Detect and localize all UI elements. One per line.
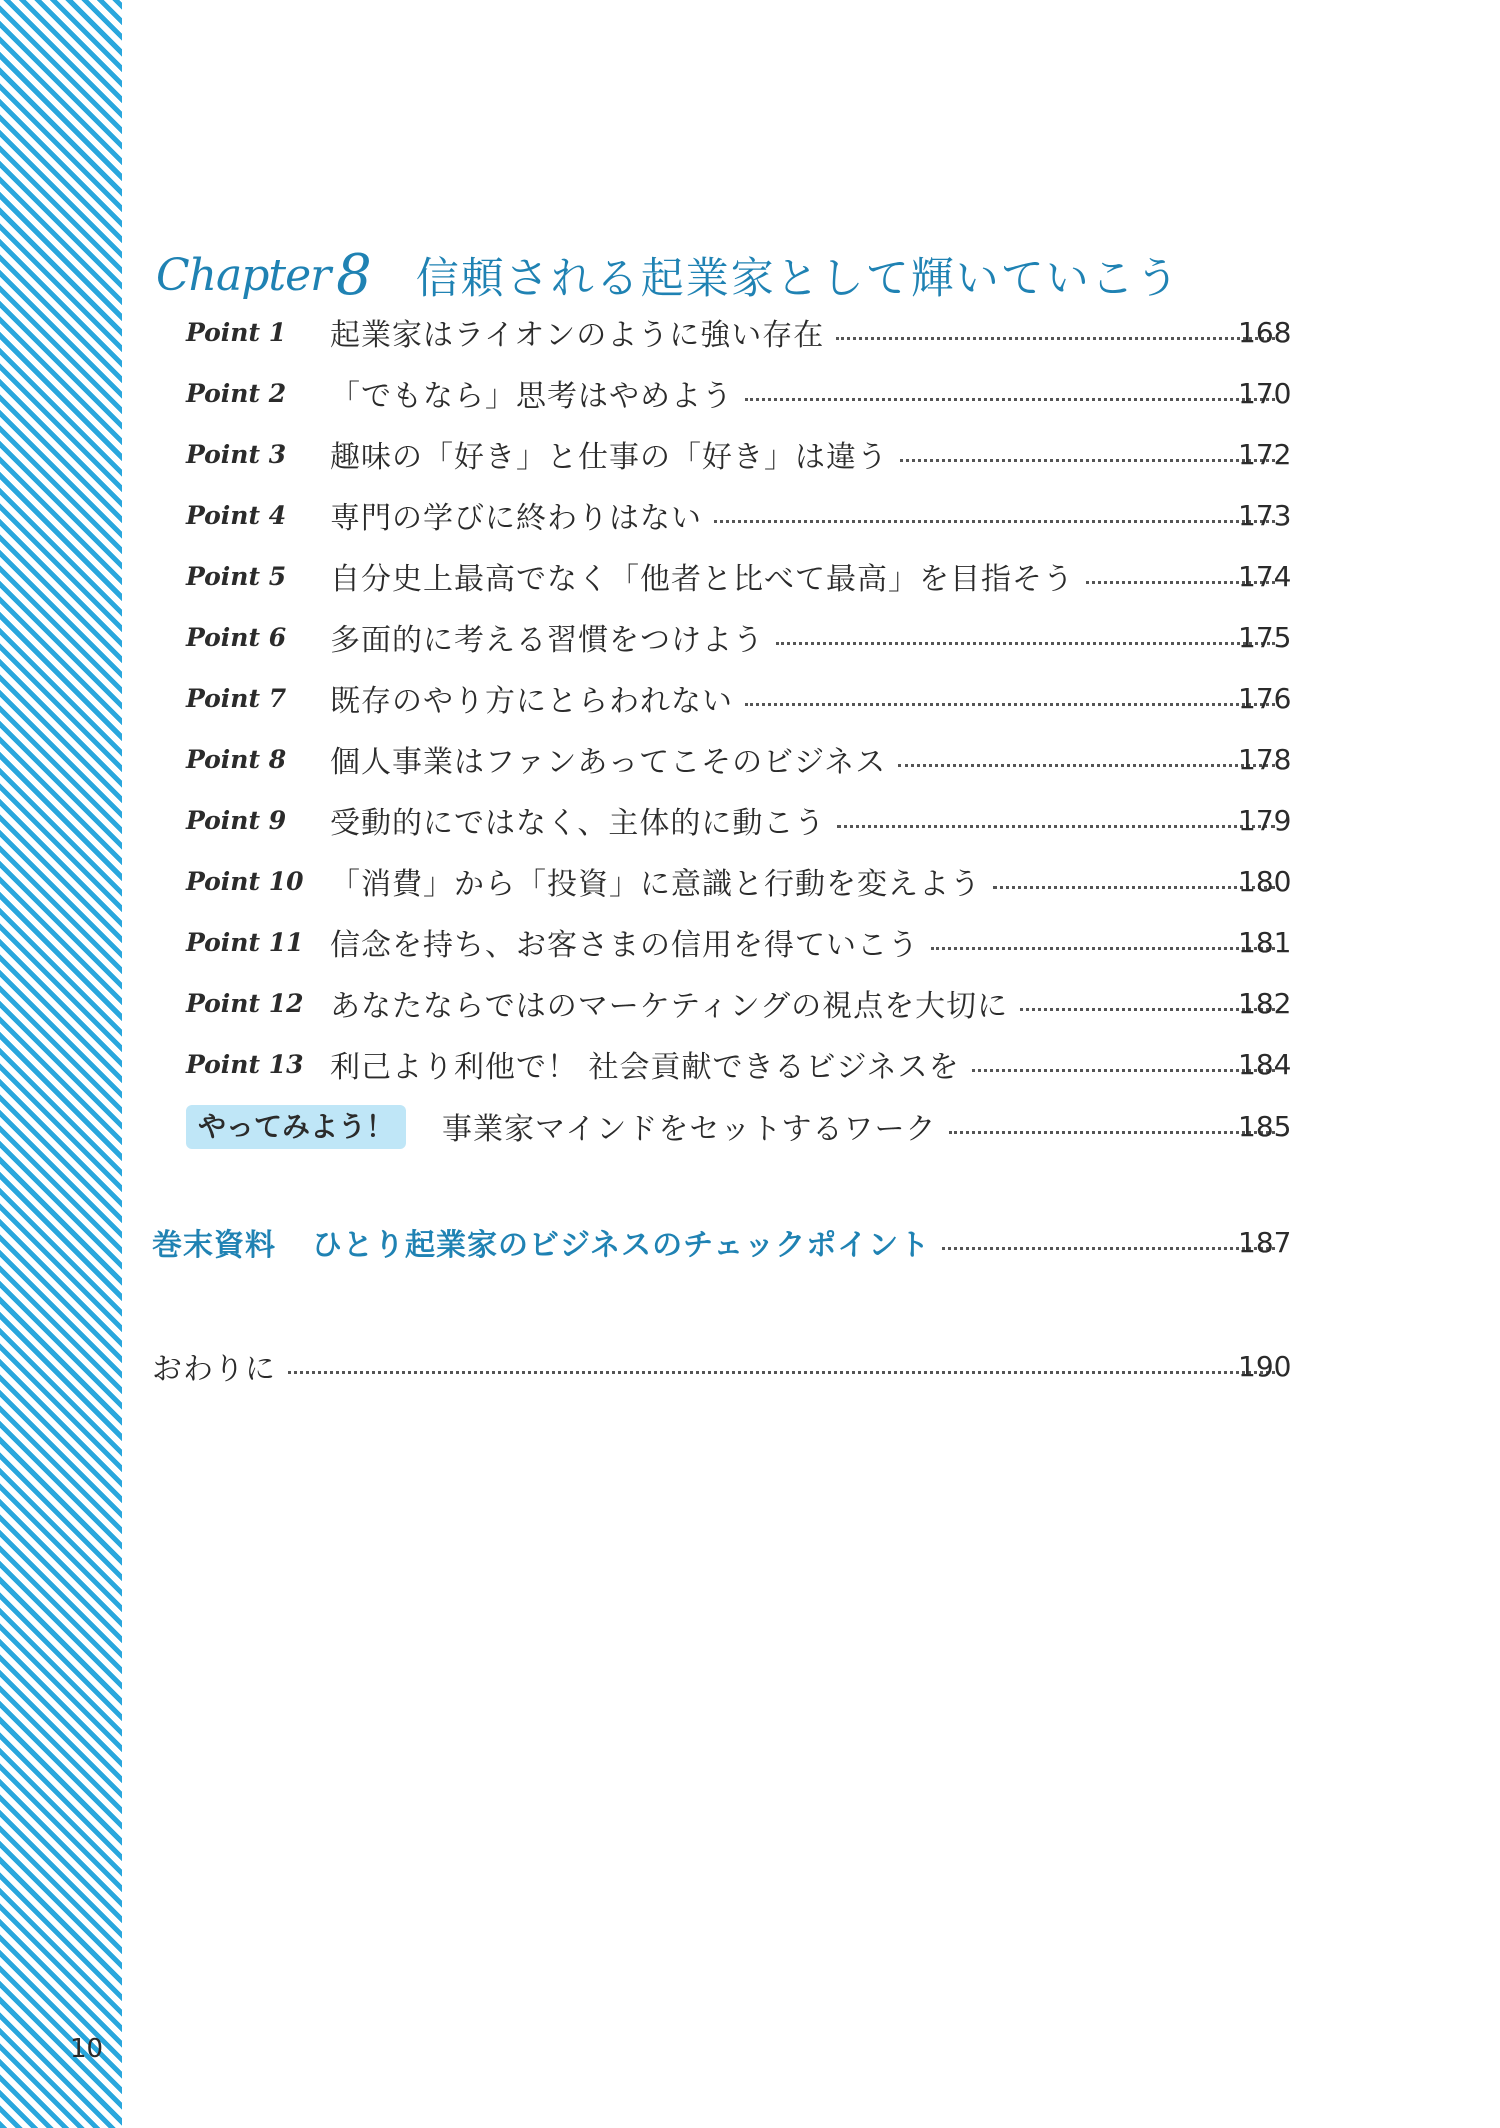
chapter-heading [156,240,1181,310]
dot-leader [836,337,1275,340]
toc-entry-point-5[interactable] [0,556,1500,596]
toc-entry-point-11[interactable] [0,922,1500,962]
toc-entry-point-2[interactable] [0,373,1500,413]
toc-entry-point-10[interactable] [0,861,1500,901]
toc-entry-point-1[interactable] [0,312,1500,352]
dot-leader [745,398,1275,401]
point-label: Point 5 [186,561,287,591]
page-reference: 174 [1238,559,1292,593]
toc-entry-point-9[interactable] [0,800,1500,840]
chapter-title: 信頼される起業家として輝いていこう [415,253,1181,304]
entry-title: 「消費」から「投資」に意識と行動を変えよう [330,867,981,902]
entry-title: 多面的に考える習慣をつけよう [330,623,764,658]
entry-title: 事業家マインドをセットするワーク [442,1112,937,1147]
point-label: Point 10 [186,866,304,896]
chapter-word: Chapter [156,249,331,301]
try-it-badge: やってみよう！ [186,1105,406,1149]
page-reference: 172 [1238,437,1292,471]
page-number: 10 [70,2034,104,2064]
point-label: Point 11 [186,927,304,957]
entry-title: 既存のやり方にとらわれない [330,684,733,719]
entry-title: 専門の学びに終わりはない [330,501,702,536]
entry-title: 趣味の「好き」と仕事の「好き」は違う [330,440,888,475]
point-label: Point 13 [186,1049,304,1079]
page-reference: 180 [1238,864,1292,898]
point-label: Point 8 [186,744,287,774]
dot-leader [837,825,1275,828]
appendix-label: 巻末資料 [152,1228,276,1263]
entry-title: 利己より利他で！ 社会貢献できるビジネスを [330,1050,960,1085]
dot-leader [942,1247,1275,1250]
entry-title: 自分史上最高でなく「他者と比べて最高」を目指そう [330,562,1074,597]
dot-leader [714,520,1275,523]
point-label: Point 9 [186,805,287,835]
point-label: Point 2 [186,378,287,408]
toc-entry-point-7[interactable] [0,678,1500,718]
dot-leader [776,642,1275,645]
page-reference: 184 [1238,1047,1292,1081]
point-label: Point 3 [186,439,287,469]
appendix-title: ひとり起業家のビジネスのチェックポイント [312,1228,931,1263]
toc-entry-point-6[interactable] [0,617,1500,657]
page-reference: 185 [1238,1109,1292,1143]
dot-leader [949,1131,1276,1134]
page-reference: 173 [1238,498,1292,532]
point-label: Point 7 [186,683,287,713]
entry-title: おわりに [152,1352,276,1387]
toc-entry-point-12[interactable] [0,983,1500,1023]
entry-title: あなたならではのマーケティングの視点を大切に [330,989,1009,1024]
entry-title: 受動的にではなく、主体的に動こう [330,806,826,841]
entry-title: 起業家はライオンのように強い存在 [330,318,825,353]
page-reference: 190 [1238,1349,1292,1383]
page-reference: 179 [1238,803,1292,837]
dot-leader [1020,1008,1275,1011]
page-reference: 182 [1238,986,1292,1020]
entry-title: 個人事業はファンあってこそのビジネス [330,745,887,780]
dot-leader [288,1371,1275,1374]
point-label: Point 1 [186,317,287,347]
toc-entry-point-8[interactable] [0,739,1500,779]
toc-entry-point-13[interactable] [0,1044,1500,1084]
page-reference: 187 [1238,1225,1292,1259]
dot-leader [993,886,1275,889]
chapter-number: 8 [336,242,372,308]
point-label: Point 12 [186,988,304,1018]
page-reference: 178 [1238,742,1292,776]
dot-leader [931,947,1275,950]
page-reference: 181 [1238,925,1292,959]
dot-leader [972,1069,1275,1072]
toc-entry-appendix[interactable] [0,1222,1500,1262]
toc-entry-point-4[interactable] [0,495,1500,535]
entry-title: 信念を持ち、お客さまの信用を得ていこう [330,928,919,963]
toc-entry-afterword[interactable] [0,1346,1500,1386]
page-reference: 168 [1238,315,1292,349]
point-label: Point 6 [186,622,287,652]
dot-leader [898,764,1275,767]
page-reference: 176 [1238,681,1292,715]
point-label: Point 4 [186,500,287,530]
page-reference: 170 [1238,376,1292,410]
page-reference: 175 [1238,620,1292,654]
entry-title: 「でもなら」思考はやめよう [330,379,733,414]
dot-leader [745,703,1275,706]
toc-entry-point-3[interactable] [0,434,1500,474]
dot-leader [900,459,1275,462]
toc-entry-try-it[interactable] [0,1103,1500,1149]
